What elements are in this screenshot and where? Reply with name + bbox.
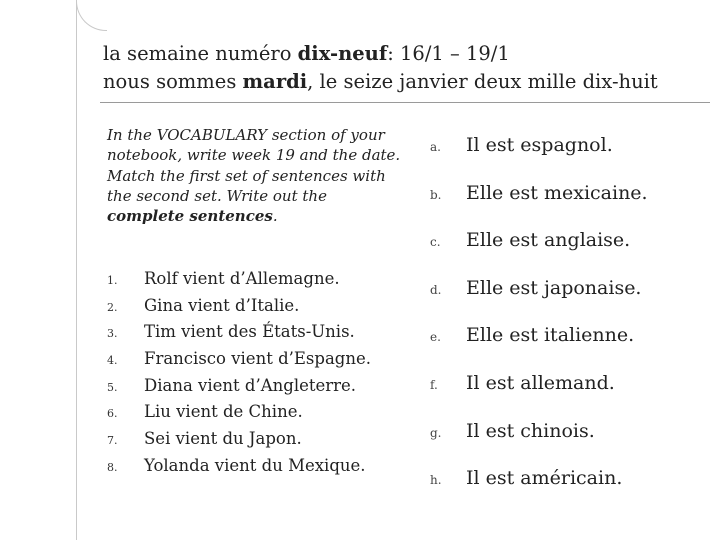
instructions-emphasis: complete sentences [107,207,273,226]
list-item [430,122,710,170]
list-item [107,453,407,480]
list-item [107,266,407,293]
item-text: Liu vient de Chine. [144,402,303,422]
slide-border-decoration [0,0,77,540]
list-item [107,373,407,400]
list-item [107,426,407,453]
item-text: Il est allemand. [466,371,615,394]
item-text: Il est chinois. [466,419,595,442]
list-item [107,319,407,346]
item-text: Yolanda vient du Mexique. [144,455,366,475]
title-divider [100,102,710,103]
title-line-date: nous sommes mardi, le seize janvier deux mille dix-huit [103,70,658,93]
item-text: Tim vient des États-Unis. [144,322,355,342]
week-number: dix-neuf [297,42,388,65]
slide-corner-decoration [76,0,107,31]
item-text: Gina vient d’Italie. [144,295,300,315]
list-item [430,170,710,218]
list-item [107,293,407,320]
item-letter: a. [430,140,441,154]
item-text: Elle est japonaise. [466,276,642,299]
item-letter: g. [430,425,442,440]
item-number: 5. [107,380,118,394]
list-item [107,346,407,373]
item-letter: b. [430,187,442,202]
item-letter: f. [430,377,438,392]
item-text: Diana vient d’Angleterre. [144,375,357,395]
item-letter: e. [430,330,441,345]
item-number: 2. [107,300,118,314]
item-text: Il est espagnol. [466,134,613,156]
item-text: Elle est italienne. [466,324,635,347]
item-letter: h. [430,473,442,488]
day-name: mardi [242,70,308,93]
item-number: 7. [107,434,118,448]
item-letter: c. [430,235,441,250]
list-item [430,455,710,503]
item-text: Rolf vient d’Allemagne. [144,269,340,288]
list-item [430,265,710,313]
item-text: Sei vient du Japon. [144,429,302,449]
list-item [107,399,407,426]
item-number: 8. [107,460,118,474]
item-number: 6. [107,407,118,421]
item-letter: d. [430,282,442,297]
item-text: Elle est mexicaine. [466,181,648,204]
instructions: In the VOCABULARY section of your notebook, write week 19 and the date. Match the first set of sentences with the second set. Write out the complete sentences. [107,126,401,226]
sentence-list-numbered [107,266,407,480]
list-item [430,408,710,456]
item-text: Il est américain. [466,467,623,490]
list-item [430,217,710,265]
sentence-list-lettered [430,122,710,503]
item-number: 4. [107,354,118,368]
title-line-week: la semaine numéro dix-neuf: 16/1 – 19/1 [103,42,510,65]
item-number: 3. [107,327,118,341]
list-item [430,312,710,360]
item-text: Francisco vient d’Espagne. [144,349,371,369]
list-item [430,360,710,408]
slide-title [103,40,703,96]
item-text: Elle est anglaise. [466,229,631,252]
item-number: 1. [107,274,118,287]
